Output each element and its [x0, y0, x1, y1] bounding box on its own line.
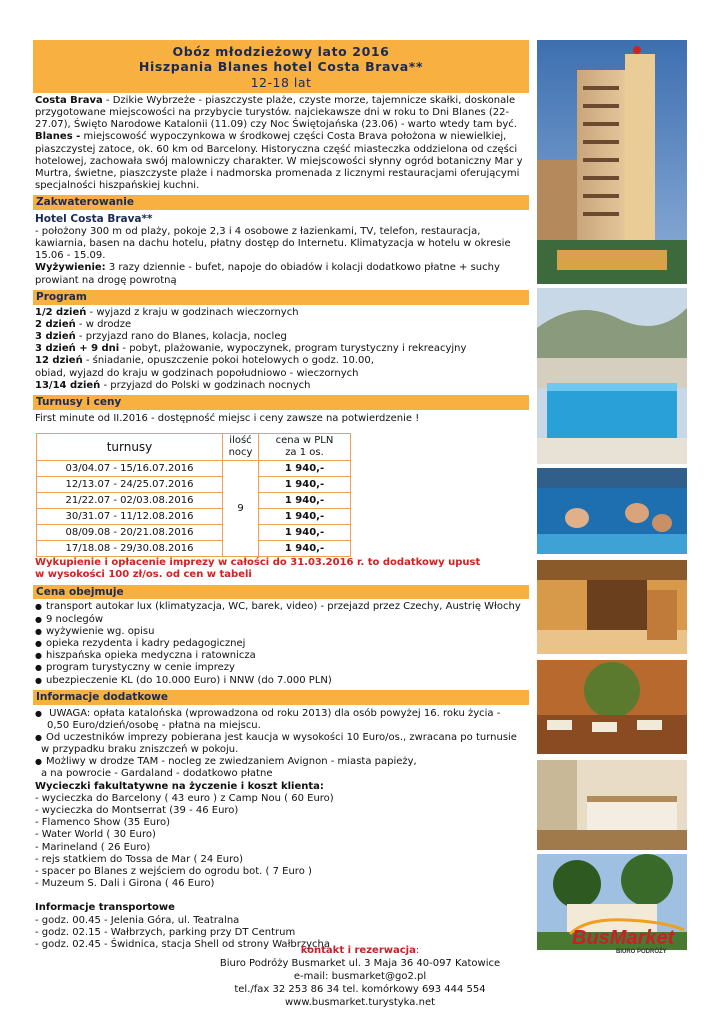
excursion-item: - spacer po Blanes z wejściem do ogrodu bot. ( 7 Euro )	[35, 865, 312, 877]
excursion-list	[33, 793, 529, 891]
pool-people-photo	[537, 468, 687, 554]
section-program: Program	[33, 289, 529, 305]
page-subtitle: Hiszpania Blanes hotel Costa Brava**	[138, 59, 424, 75]
program-item: 3 dzień + 9 dni - pobyt, plażowanie, wypoczynek, program turystyczny i rekreacyjny	[35, 343, 467, 355]
price-table	[36, 433, 351, 557]
excursion-item: - wycieczka do Barcelony ( 43 euro ) z Camp Nou ( 60 Euro)	[35, 792, 334, 804]
discount-line-2: w wysokości 100 zł/os. od cen w tabeli	[35, 569, 252, 581]
svg-text:BIURO PODRÓŻY: BIURO PODRÓŻY	[616, 949, 667, 955]
nights-cell: 9	[223, 461, 259, 557]
first-minute-note: First minute od II.2016 - dostępność miejsc i ceny zawsze na potwierdzenie !	[35, 412, 420, 424]
hotel-name: Hotel Costa Brava**	[35, 213, 153, 226]
transport-header: Informacje transportowe	[35, 902, 175, 914]
table-row: 30/31.07 - 11/12.08.2016 1 940,-	[37, 509, 351, 525]
list-item: ● wyżywienie wg. opisu	[35, 626, 529, 638]
contact-heading: kontakt i rezerwacja	[300, 945, 416, 956]
footer-contact: kontakt i rezerwacja: Biuro Podróży Busmarket ul. 3 Maja 36 40-097 Katowice e-mail: busmarket@go2.pl tel./fax 32 253 86 34 tel. komórkowy 693 444 554 www.busmarket.turystyka.net	[210, 944, 510, 1009]
program-item: obiad, wyjazd do kraju w godzinach popołudniowo - wieczornych	[35, 367, 359, 379]
list-item: ● Możliwy w drodze TAM - nocleg ze zwiedzaniem Avignon - miasta papieży, a na powrocie - Gardaland - dodatkowo płatne	[35, 756, 529, 780]
table-row: 21/22.07 - 02/03.08.2016 1 940,-	[37, 493, 351, 509]
excursion-item: - Muzeum S. Dali i Girona ( 46 Euro)	[35, 878, 215, 890]
main-content	[33, 40, 529, 951]
excursions-header: Wycieczki fakultatywne na życzenie i koszt klienta:	[35, 780, 324, 792]
list-item: ● 9 noclegów	[35, 614, 529, 626]
contact-address: Biuro Podróży Busmarket ul. 3 Maja 36 40-097 Katowice	[219, 958, 501, 969]
hotel-description: - położony 300 m od plaży, pokoje 2,3 i 4 osobowe z łazienkami, TV, telefon, restauracja, kawiarnia, basen na dachu hotelu, płatny dostęp do Internetu. Klimatyzacja w hotelu w okresie 15.06 - 15.09.	[35, 225, 511, 262]
excursion-item: - wycieczka do Montserrat (39 - 46 Euro)	[35, 805, 239, 817]
col-turnusy: turnusy	[37, 433, 223, 460]
section-turnusy: Turnusy i ceny	[33, 394, 529, 410]
program-item: 12 dzień - śniadanie, opuszczenie pokoi hotelowych o godz. 10.00,	[35, 355, 374, 367]
list-item: ● UWAGA: opłata katalońska (wprowadzona od roku 2013) dla osób powyżej 16. roku życia - 0,50 Euro/dzień/osobę - płatna na miejscu.	[35, 708, 529, 732]
lobby-photo	[537, 560, 687, 654]
transport-item: - godz. 02.15 - Wałbrzych, parking przy DT Centrum	[35, 926, 296, 938]
section-info: Informacje dodatkowe	[33, 689, 529, 705]
hotel-photo	[537, 40, 687, 284]
program-item: 2 dzień - w drodze	[35, 318, 132, 330]
list-item: ● hiszpańska opieka medyczna i ratownicza	[35, 650, 529, 662]
list-item: ● transport autokar lux (klimatyzacja, WC, barek, video) - przejazd przez Czechy, Austrię Włochy	[35, 601, 529, 613]
program-item: 13/14 dzień - przyjazd do Polski w godzinach nocnych	[35, 379, 311, 391]
col-price: cena w PLN za 1 os.	[259, 433, 351, 460]
table-row: 03/04.07 - 15/16.07.2016 9 1 940,-	[37, 461, 351, 477]
info-list	[33, 705, 529, 781]
excursion-item: - Marineland ( 26 Euro)	[35, 841, 151, 853]
age-range: 12-18 lat	[250, 74, 312, 90]
rooftop-pool-photo	[537, 288, 687, 464]
program-item: 1/2 dzień - wyjazd z kraju w godzinach wieczornych	[35, 306, 299, 318]
svg-text:BusMarket: BusMarket	[572, 927, 675, 949]
excursion-item: - Flamenco Show (35 Euro)	[35, 817, 171, 829]
program-list	[33, 305, 529, 392]
list-item: ● opieka rezydenta i kadry pedagogicznej	[35, 638, 529, 650]
restaurant-photo	[537, 660, 687, 754]
room-photo	[537, 760, 687, 850]
table-row: 08/09.08 - 20/21.08.2016 1 940,-	[37, 525, 351, 541]
food-info: Wyżywienie: 3 razy dziennie - bufet, napoje do obiadów i kolacji dodatkowo płatne + suchy prowiant na drogę powrotną	[35, 262, 500, 286]
intro-costa-brava: Costa Brava - Dzikie Wybrzeże - piaszczyste plaże, czyste morze, tajemnicze skałki, doskonale przygotowane miejscowości na przybycie turystów. najciekawsze dni w roku to Dni Blanes (22-27.07), Święto Narodowe Katalonii (11.09) czy Noc Świętojańska (23.06) - warto wtedy tam być.	[35, 94, 517, 131]
list-item: ● program turystyczny w cenie imprezy	[35, 662, 529, 674]
transport-item: - godz. 02.45 - Świdnica, stacja Shell od strony Wałbrzycha	[35, 938, 330, 950]
section-included: Cena obejmuje	[33, 584, 529, 600]
included-list	[33, 599, 529, 686]
page-title: Obóz młodzieżowy lato 2016	[172, 44, 390, 59]
discount-line-1: Wykupienie i opłacenie imprezy w całości do 31.03.2016 r. to dodatkowy upust	[35, 557, 481, 569]
contact-email[interactable]: e-mail: busmarket@go2.pl	[293, 971, 427, 982]
col-nights: ilość nocy	[223, 433, 259, 460]
section-accommodation: Zakwaterowanie	[33, 194, 529, 210]
table-row: 12/13.07 - 24/25.07.2016 1 940,-	[37, 477, 351, 493]
transport-item: - godz. 00.45 - Jelenia Góra, ul. Teatralna	[35, 914, 240, 926]
contact-website[interactable]: www.busmarket.turystyka.net	[284, 997, 436, 1008]
excursion-item: - rejs statkiem do Tossa de Mar ( 24 Euro)	[35, 853, 243, 865]
intro-blanes: Blanes - miejscowość wypoczynkowa w środkowej części Costa Brava położona w niewielkiej, piaszczystej zatoce, ok. 60 km od Barcelony. Historyczna część miasteczka oddzielona od części hotelowej, zachowała swój malowniczy charakter. W miejscowości słynny ogród botaniczny Mar y Murtra, świetne, piaszczyste plaże i nadmorska promenada z licznymi restauracjami oferującymi specjalności hiszpańskiej kuchni.	[35, 131, 523, 192]
excursion-item: - Water World ( 30 Euro)	[35, 829, 156, 841]
busmarket-logo	[566, 916, 690, 956]
list-item: ● ubezpieczenie KL (do 10.000 Euro) i NNW (do 7.000 PLN)	[35, 675, 529, 687]
table-row: 17/18.08 - 29/30.08.2016 1 940,-	[37, 541, 351, 557]
title-box	[33, 40, 529, 93]
program-item: 3 dzień - przyjazd rano do Blanes, kolacja, nocleg	[35, 330, 287, 342]
list-item: ● Od uczestników imprezy pobierana jest kaucja w wysokości 10 Euro/os., zwracana po turnusie w przypadku braku zniszczeń w pokoju.	[35, 732, 529, 756]
price-table-header	[37, 433, 351, 460]
contact-phone: tel./fax 32 253 86 34 tel. komórkowy 693 444 554	[234, 984, 486, 995]
